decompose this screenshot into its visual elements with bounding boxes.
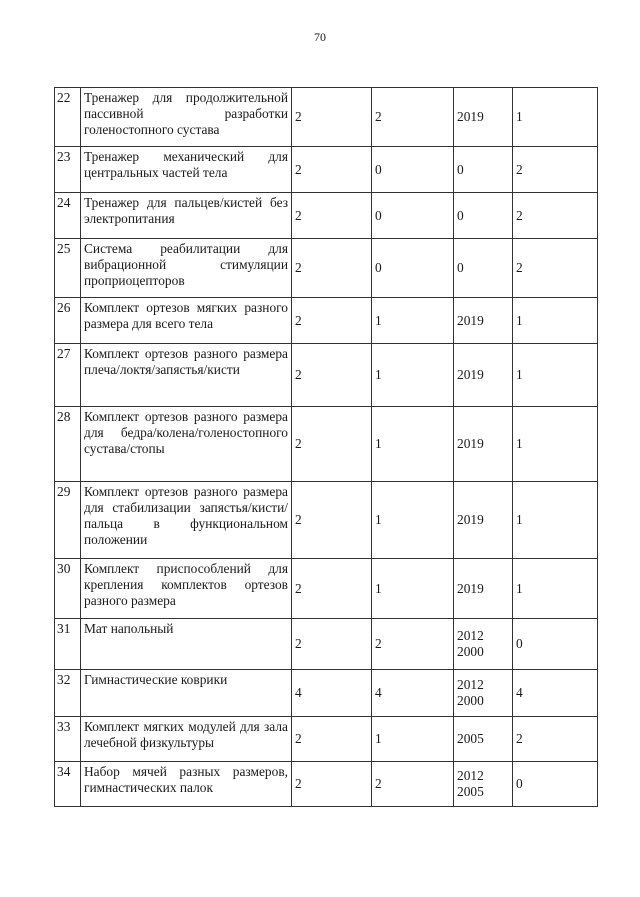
qty-needed: 2 xyxy=(513,239,598,298)
table-row xyxy=(55,762,598,807)
qty-available: 4 xyxy=(372,670,454,717)
qty-required: 4 xyxy=(292,670,372,717)
row-number: 27 xyxy=(55,344,81,407)
row-number: 32 xyxy=(55,670,81,717)
table-row xyxy=(55,717,598,762)
table-row xyxy=(55,559,598,619)
qty-needed: 1 xyxy=(513,482,598,559)
year-of-manufacture: 0 xyxy=(454,193,513,239)
item-name: Тренажер для пальцев/кистей без электропитания xyxy=(81,193,292,239)
qty-available: 1 xyxy=(372,344,454,407)
year-of-manufacture: 2012 2005 xyxy=(454,762,513,807)
year-of-manufacture: 0 xyxy=(454,239,513,298)
qty-available: 1 xyxy=(372,717,454,762)
page-number: 70 xyxy=(314,30,326,44)
row-number: 25 xyxy=(55,239,81,298)
qty-needed: 0 xyxy=(513,762,598,807)
qty-available: 1 xyxy=(372,559,454,619)
item-name: Гимнастические коврики xyxy=(81,670,292,717)
qty-available: 0 xyxy=(372,239,454,298)
qty-needed: 1 xyxy=(513,88,598,147)
item-name: Набор мячей разных размеров, гимнастических палок xyxy=(81,762,292,807)
table-row xyxy=(55,298,598,344)
row-number: 26 xyxy=(55,298,81,344)
qty-required: 2 xyxy=(292,762,372,807)
item-name: Комплект ортезов мягких разного размера для всего тела xyxy=(81,298,292,344)
year-of-manufacture: 2019 xyxy=(454,88,513,147)
qty-needed: 2 xyxy=(513,147,598,193)
qty-required: 2 xyxy=(292,147,372,193)
qty-available: 2 xyxy=(372,88,454,147)
row-number: 33 xyxy=(55,717,81,762)
row-number: 29 xyxy=(55,482,81,559)
qty-available: 0 xyxy=(372,147,454,193)
year-of-manufacture: 0 xyxy=(454,147,513,193)
qty-available: 2 xyxy=(372,619,454,670)
qty-required: 2 xyxy=(292,619,372,670)
qty-needed: 1 xyxy=(513,344,598,407)
qty-required: 2 xyxy=(292,407,372,482)
table-row xyxy=(55,239,598,298)
item-name: Комплект приспособлений для крепления комплектов ортезов разного размера xyxy=(81,559,292,619)
year-of-manufacture: 2019 xyxy=(454,559,513,619)
table-row xyxy=(55,193,598,239)
qty-needed: 4 xyxy=(513,670,598,717)
row-number: 31 xyxy=(55,619,81,670)
row-number: 28 xyxy=(55,407,81,482)
table-row xyxy=(55,482,598,559)
row-number: 23 xyxy=(55,147,81,193)
item-name: Тренажер для продолжительной пассивной разработки голеностопного сустава xyxy=(81,88,292,147)
qty-needed: 1 xyxy=(513,298,598,344)
item-name: Комплект ортезов разного размера плеча/локтя/запястья/кисти xyxy=(81,344,292,407)
year-of-manufacture: 2019 xyxy=(454,407,513,482)
item-name: Комплект мягких модулей для зала лечебной физкультуры xyxy=(81,717,292,762)
qty-required: 2 xyxy=(292,344,372,407)
qty-required: 2 xyxy=(292,717,372,762)
row-number: 30 xyxy=(55,559,81,619)
qty-available: 2 xyxy=(372,762,454,807)
equipment-table xyxy=(54,87,598,807)
table-row xyxy=(55,670,598,717)
year-of-manufacture: 2019 xyxy=(454,344,513,407)
table-row xyxy=(55,88,598,147)
qty-available: 1 xyxy=(372,298,454,344)
item-name: Комплект ортезов разного размера для бедра/колена/голеностопного сустава/стопы xyxy=(81,407,292,482)
qty-required: 2 xyxy=(292,239,372,298)
qty-available: 0 xyxy=(372,193,454,239)
year-of-manufacture: 2005 xyxy=(454,717,513,762)
qty-required: 2 xyxy=(292,193,372,239)
qty-needed: 1 xyxy=(513,407,598,482)
table-row xyxy=(55,147,598,193)
year-of-manufacture: 2019 xyxy=(454,298,513,344)
qty-needed: 1 xyxy=(513,559,598,619)
qty-required: 2 xyxy=(292,559,372,619)
table-row xyxy=(55,407,598,482)
qty-needed: 2 xyxy=(513,193,598,239)
year-of-manufacture: 2012 2000 xyxy=(454,619,513,670)
row-number: 24 xyxy=(55,193,81,239)
qty-available: 1 xyxy=(372,407,454,482)
row-number: 34 xyxy=(55,762,81,807)
year-of-manufacture: 2012 2000 xyxy=(454,670,513,717)
qty-available: 1 xyxy=(372,482,454,559)
item-name: Комплект ортезов разного размера для стабилизации запястья/кисти/пальца в функциональном положении xyxy=(81,482,292,559)
row-number: 22 xyxy=(55,88,81,147)
table-row xyxy=(55,344,598,407)
qty-required: 2 xyxy=(292,482,372,559)
qty-needed: 0 xyxy=(513,619,598,670)
year-of-manufacture: 2019 xyxy=(454,482,513,559)
item-name: Тренажер механический для центральных частей тела xyxy=(81,147,292,193)
qty-required: 2 xyxy=(292,298,372,344)
qty-required: 2 xyxy=(292,88,372,147)
item-name: Система реабилитации для вибрационной стимуляции проприоцепторов xyxy=(81,239,292,298)
qty-needed: 2 xyxy=(513,717,598,762)
table-row xyxy=(55,619,598,670)
item-name: Мат напольный xyxy=(81,619,292,670)
